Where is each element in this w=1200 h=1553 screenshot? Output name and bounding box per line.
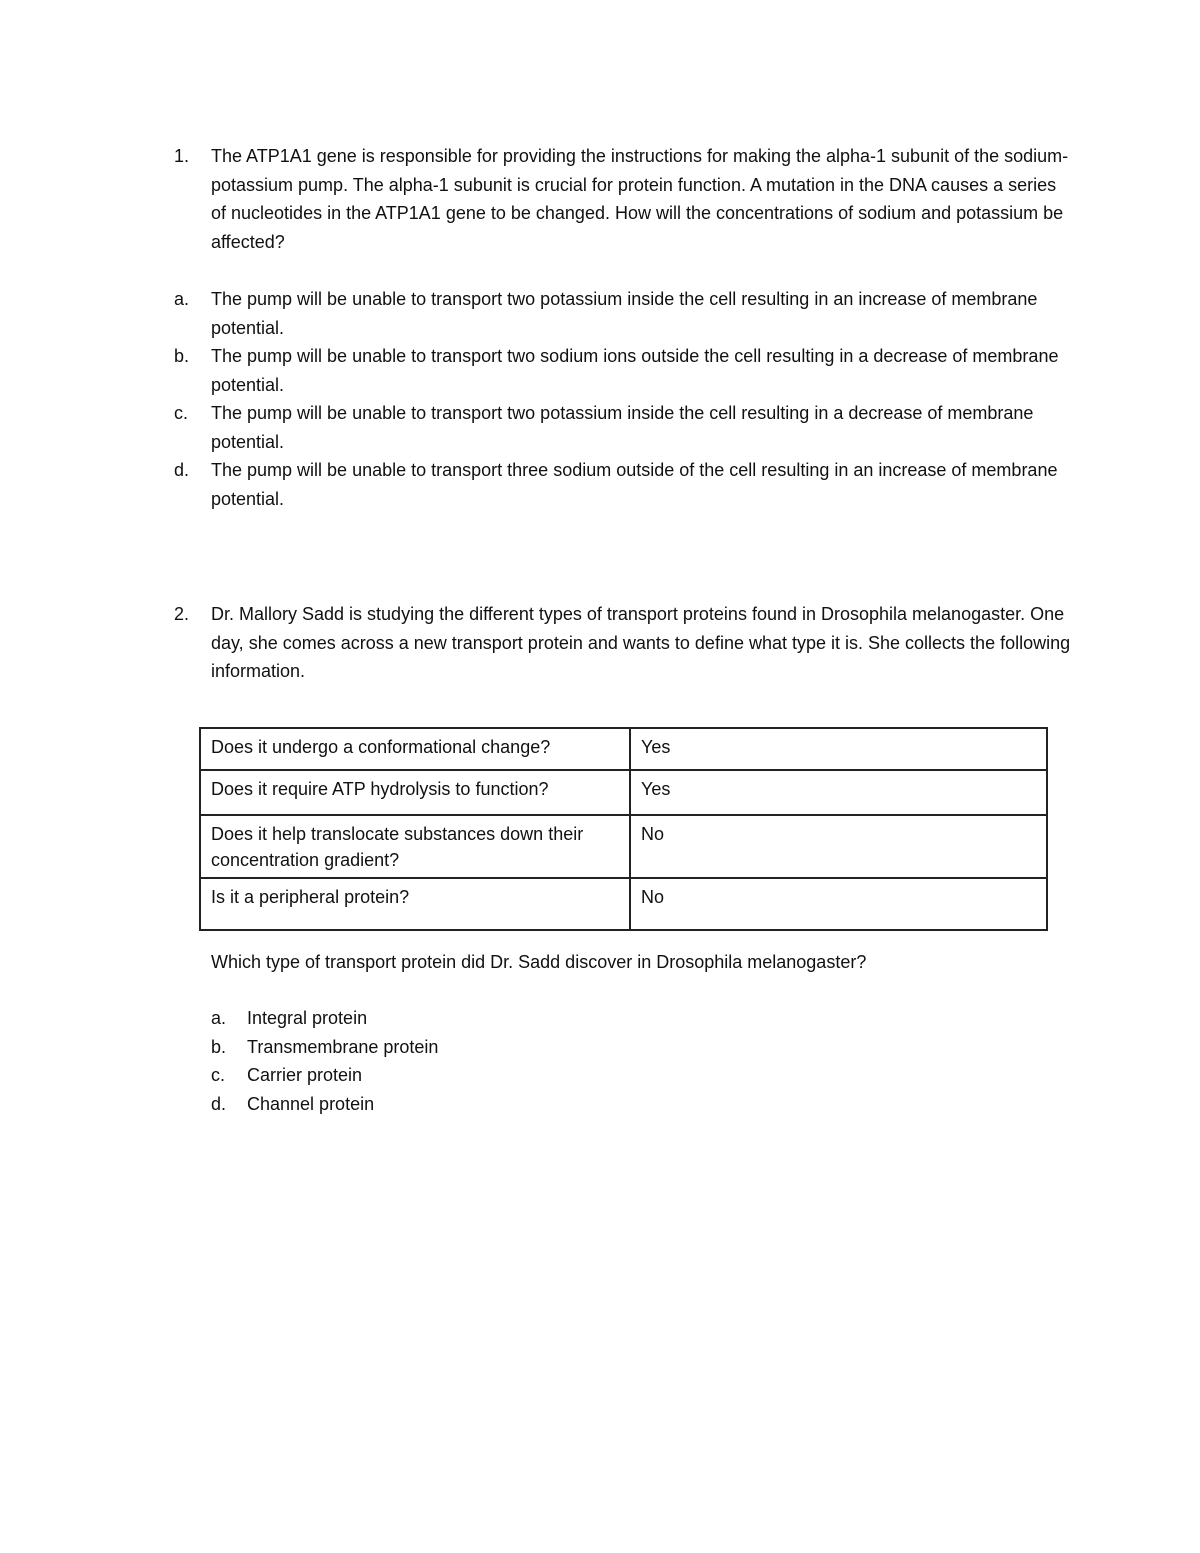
option-a [211, 1004, 438, 1033]
question-2 [174, 600, 1074, 686]
table-question-cell: Does it require ATP hydrolysis to function? [200, 770, 630, 815]
option-letter: c. [174, 403, 189, 423]
option-text: Integral protein [247, 1008, 368, 1028]
table-answer-cell: No [630, 815, 1047, 878]
option-text: Carrier protein [247, 1065, 363, 1085]
option-b [211, 1033, 438, 1062]
option-c [211, 1061, 438, 1090]
table-answer-cell: Yes [630, 770, 1047, 815]
option-text: The pump will be unable to transport three sodium outside of the cell resulting in an increase of membrane potential. [211, 460, 1058, 509]
option-text: The pump will be unable to transport two sodium ions outside the cell resulting in a decrease of membrane potential. [211, 346, 1059, 395]
table-row [200, 728, 1047, 770]
option-letter: b. [211, 1036, 227, 1057]
option-letter: b. [174, 346, 190, 366]
table-answer-cell: Yes [630, 728, 1047, 770]
table-row [200, 815, 1047, 878]
table-row [200, 878, 1047, 930]
information-table [199, 727, 1048, 931]
question-1 [174, 142, 1074, 256]
option-text: Channel protein [247, 1093, 375, 1114]
question-stem: Dr. Mallory Sadd is studying the different types of transport proteins found in Drosophila melanogaster. One day, she comes across a new transport protein and wants to define what type it is. She collects the following information. [211, 604, 1071, 681]
option-letter: d. [211, 1093, 227, 1114]
option-d [211, 1090, 438, 1119]
option-text: The pump will be unable to transport two potassium inside the cell resulting in a decrease of membrane potential. [211, 403, 1034, 452]
option-text: Transmembrane protein [247, 1036, 439, 1057]
table-row [200, 770, 1047, 815]
table-question-cell: Does it undergo a conformational change? [200, 728, 630, 770]
question-number: 1. [174, 146, 190, 166]
question-2-prompt: Which type of transport protein did Dr. Sadd discover in Drosophila melanogaster? [211, 952, 867, 972]
option-c [174, 399, 1074, 456]
option-letter: d. [174, 460, 190, 480]
table-question-cell: Is it a peripheral protein? [200, 878, 630, 930]
option-b [174, 342, 1074, 399]
option-letter: a. [211, 1008, 227, 1028]
table-answer-cell: No [630, 878, 1047, 930]
option-letter: c. [211, 1065, 226, 1085]
question-stem: The ATP1A1 gene is responsible for providing the instructions for making the alpha-1 subunit of the sodium-potassium pump. The alpha-1 subunit is crucial for protein function. A mutation in the DNA causes a series of nucleotides in the ATP1A1 gene to be changed. How will the concentrations of sodium and potassium be affected? [211, 146, 1069, 252]
question-number: 2. [174, 604, 190, 624]
option-a [174, 285, 1074, 342]
option-text: The pump will be unable to transport two potassium inside the cell resulting in an increase of membrane potential. [211, 289, 1038, 338]
question-1-options [174, 285, 1074, 513]
question-2-options [211, 1004, 438, 1118]
option-d [174, 456, 1074, 513]
option-letter: a. [174, 289, 190, 309]
table-question-cell: Does it help translocate substances down their concentration gradient? [200, 815, 630, 878]
